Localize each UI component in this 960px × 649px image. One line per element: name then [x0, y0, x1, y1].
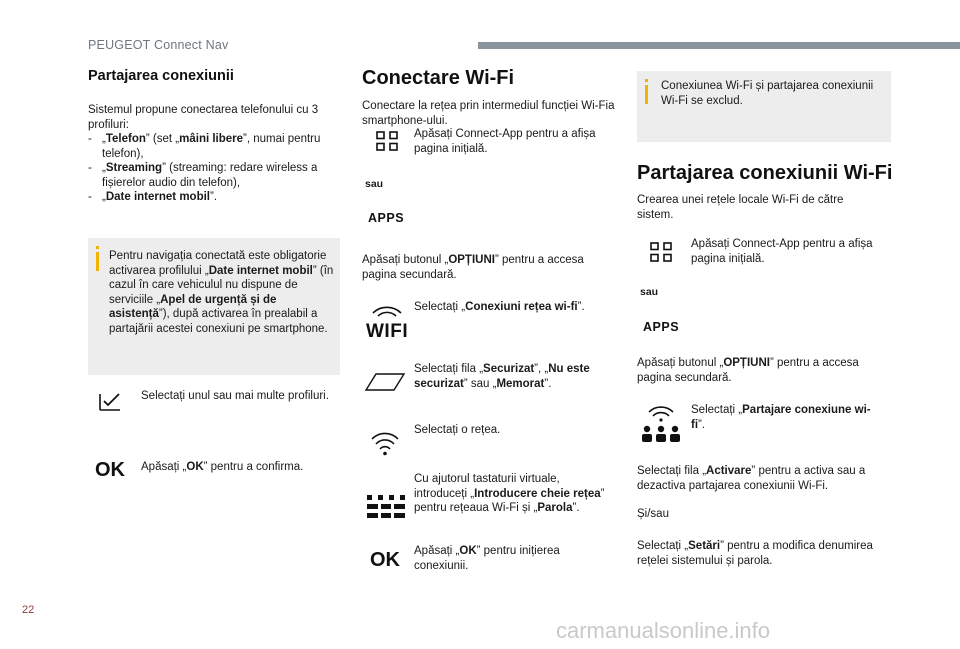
step-select-profiles: Selectați unul sau mai multe profiluri. — [141, 390, 329, 402]
header-bar — [478, 42, 960, 49]
note-box — [88, 238, 340, 375]
step-options: Apăsați butonul „OPȚIUNI” pentru a accesa pagina secundară. — [637, 357, 859, 384]
step-confirm: Apăsați „OK” pentru a confirma. — [141, 461, 304, 473]
checklist-icon — [98, 392, 124, 412]
list-item: - „Date internet mobil”. — [88, 191, 218, 203]
step-options: Apăsați butonul „OPȚIUNI” pentru a accesa pagina secundară. — [362, 254, 584, 281]
apps-label: APPS — [643, 320, 680, 334]
wifi-signal-icon — [370, 303, 404, 319]
step-settings: Selectați „Setări” pentru a modifica denumirea rețelei sistemului și parola. — [637, 540, 873, 567]
step-share-wifi: Selectați „Partajare conexiune wi-fi”. — [691, 404, 871, 431]
step-enter-key: Cu ajutorul tastaturii virtuale, introduceți „Introducere cheie rețea” pentru rețeaua Wi-Fi și „Parola”. — [414, 473, 605, 514]
watermark: carmanualsonline.info — [556, 618, 771, 643]
tab-icon — [364, 372, 406, 392]
or-label: sau — [640, 286, 659, 298]
note-marker-icon — [645, 85, 648, 104]
wifi-share-icon — [641, 402, 681, 444]
and-or-label: Și/sau — [637, 508, 669, 520]
heading-partajarea-wifi: Partajarea conexiunii Wi-Fi — [637, 162, 893, 184]
col1-intro — [88, 103, 340, 205]
ok-icon: OK — [95, 459, 125, 481]
keyboard-icon — [367, 495, 405, 519]
running-header: PEUGEOT Connect Nav — [88, 38, 229, 52]
step-activate: Selectați fila „Activare” pentru a activa sau a dezactiva partajarea conexiunii Wi-Fi. — [637, 465, 866, 492]
step-connect-app: Apăsați Connect-App pentru a afișa pagina inițială. — [691, 238, 873, 265]
heading-partajarea-conexiunii: Partajarea conexiunii — [88, 68, 234, 84]
or-label: sau — [365, 178, 384, 190]
col2-intro: Conectare la rețea prin intermediul funcției Wi-Fia smartphone-ului. — [362, 100, 615, 127]
connect-app-icon — [376, 131, 398, 151]
wifi-network-icon — [370, 430, 400, 456]
apps-label: APPS — [368, 211, 405, 225]
intro-text: Sistemul propune conectarea telefonului cu 3 profiluri: — [88, 104, 319, 131]
note-marker-icon — [96, 252, 99, 271]
page-number: 22 — [22, 604, 35, 616]
step-connect-app: Apăsați Connect-App pentru a afișa pagina inițială. — [414, 128, 596, 155]
note-text: Conexiunea Wi-Fi și partajarea conexiunii Wi-Fi se exclud. — [661, 80, 874, 107]
step-start-connection: Apăsați „OK” pentru inițierea conexiunii. — [414, 545, 560, 572]
step-select-network: Selectați o rețea. — [414, 424, 501, 436]
wifi-label-icon: WIFI — [366, 321, 409, 342]
list-item: - „Streaming” (streaming: redare wireless a fișierelor audio din telefon), — [88, 162, 318, 189]
note-text: Pentru navigația conectată este obligatorie activarea profilului „Date internet mobil” (în cazul în care vehiculul nu dispune de serviciile „Apel de urgență și de asistență”), după activarea în prealabil a partajării acestei conexiuni pe smartphone. — [109, 250, 334, 335]
connect-app-icon — [650, 242, 672, 262]
list-item: - „Telefon” (set „mâini libere”, numai pentru telefon), — [88, 133, 321, 160]
step-wifi-connections: Selectați „Conexiuni rețea wi-fi”. — [414, 301, 585, 313]
col3-intro: Crearea unei rețele locale Wi-Fi de către sistem. — [637, 194, 844, 221]
note-box — [637, 71, 891, 142]
step-select-tab: Selectați fila „Securizat”, „Nu este securizat” sau „Memorat”. — [414, 363, 590, 390]
heading-conectare-wifi: Conectare Wi-Fi — [362, 67, 515, 89]
ok-icon: OK — [370, 549, 400, 571]
